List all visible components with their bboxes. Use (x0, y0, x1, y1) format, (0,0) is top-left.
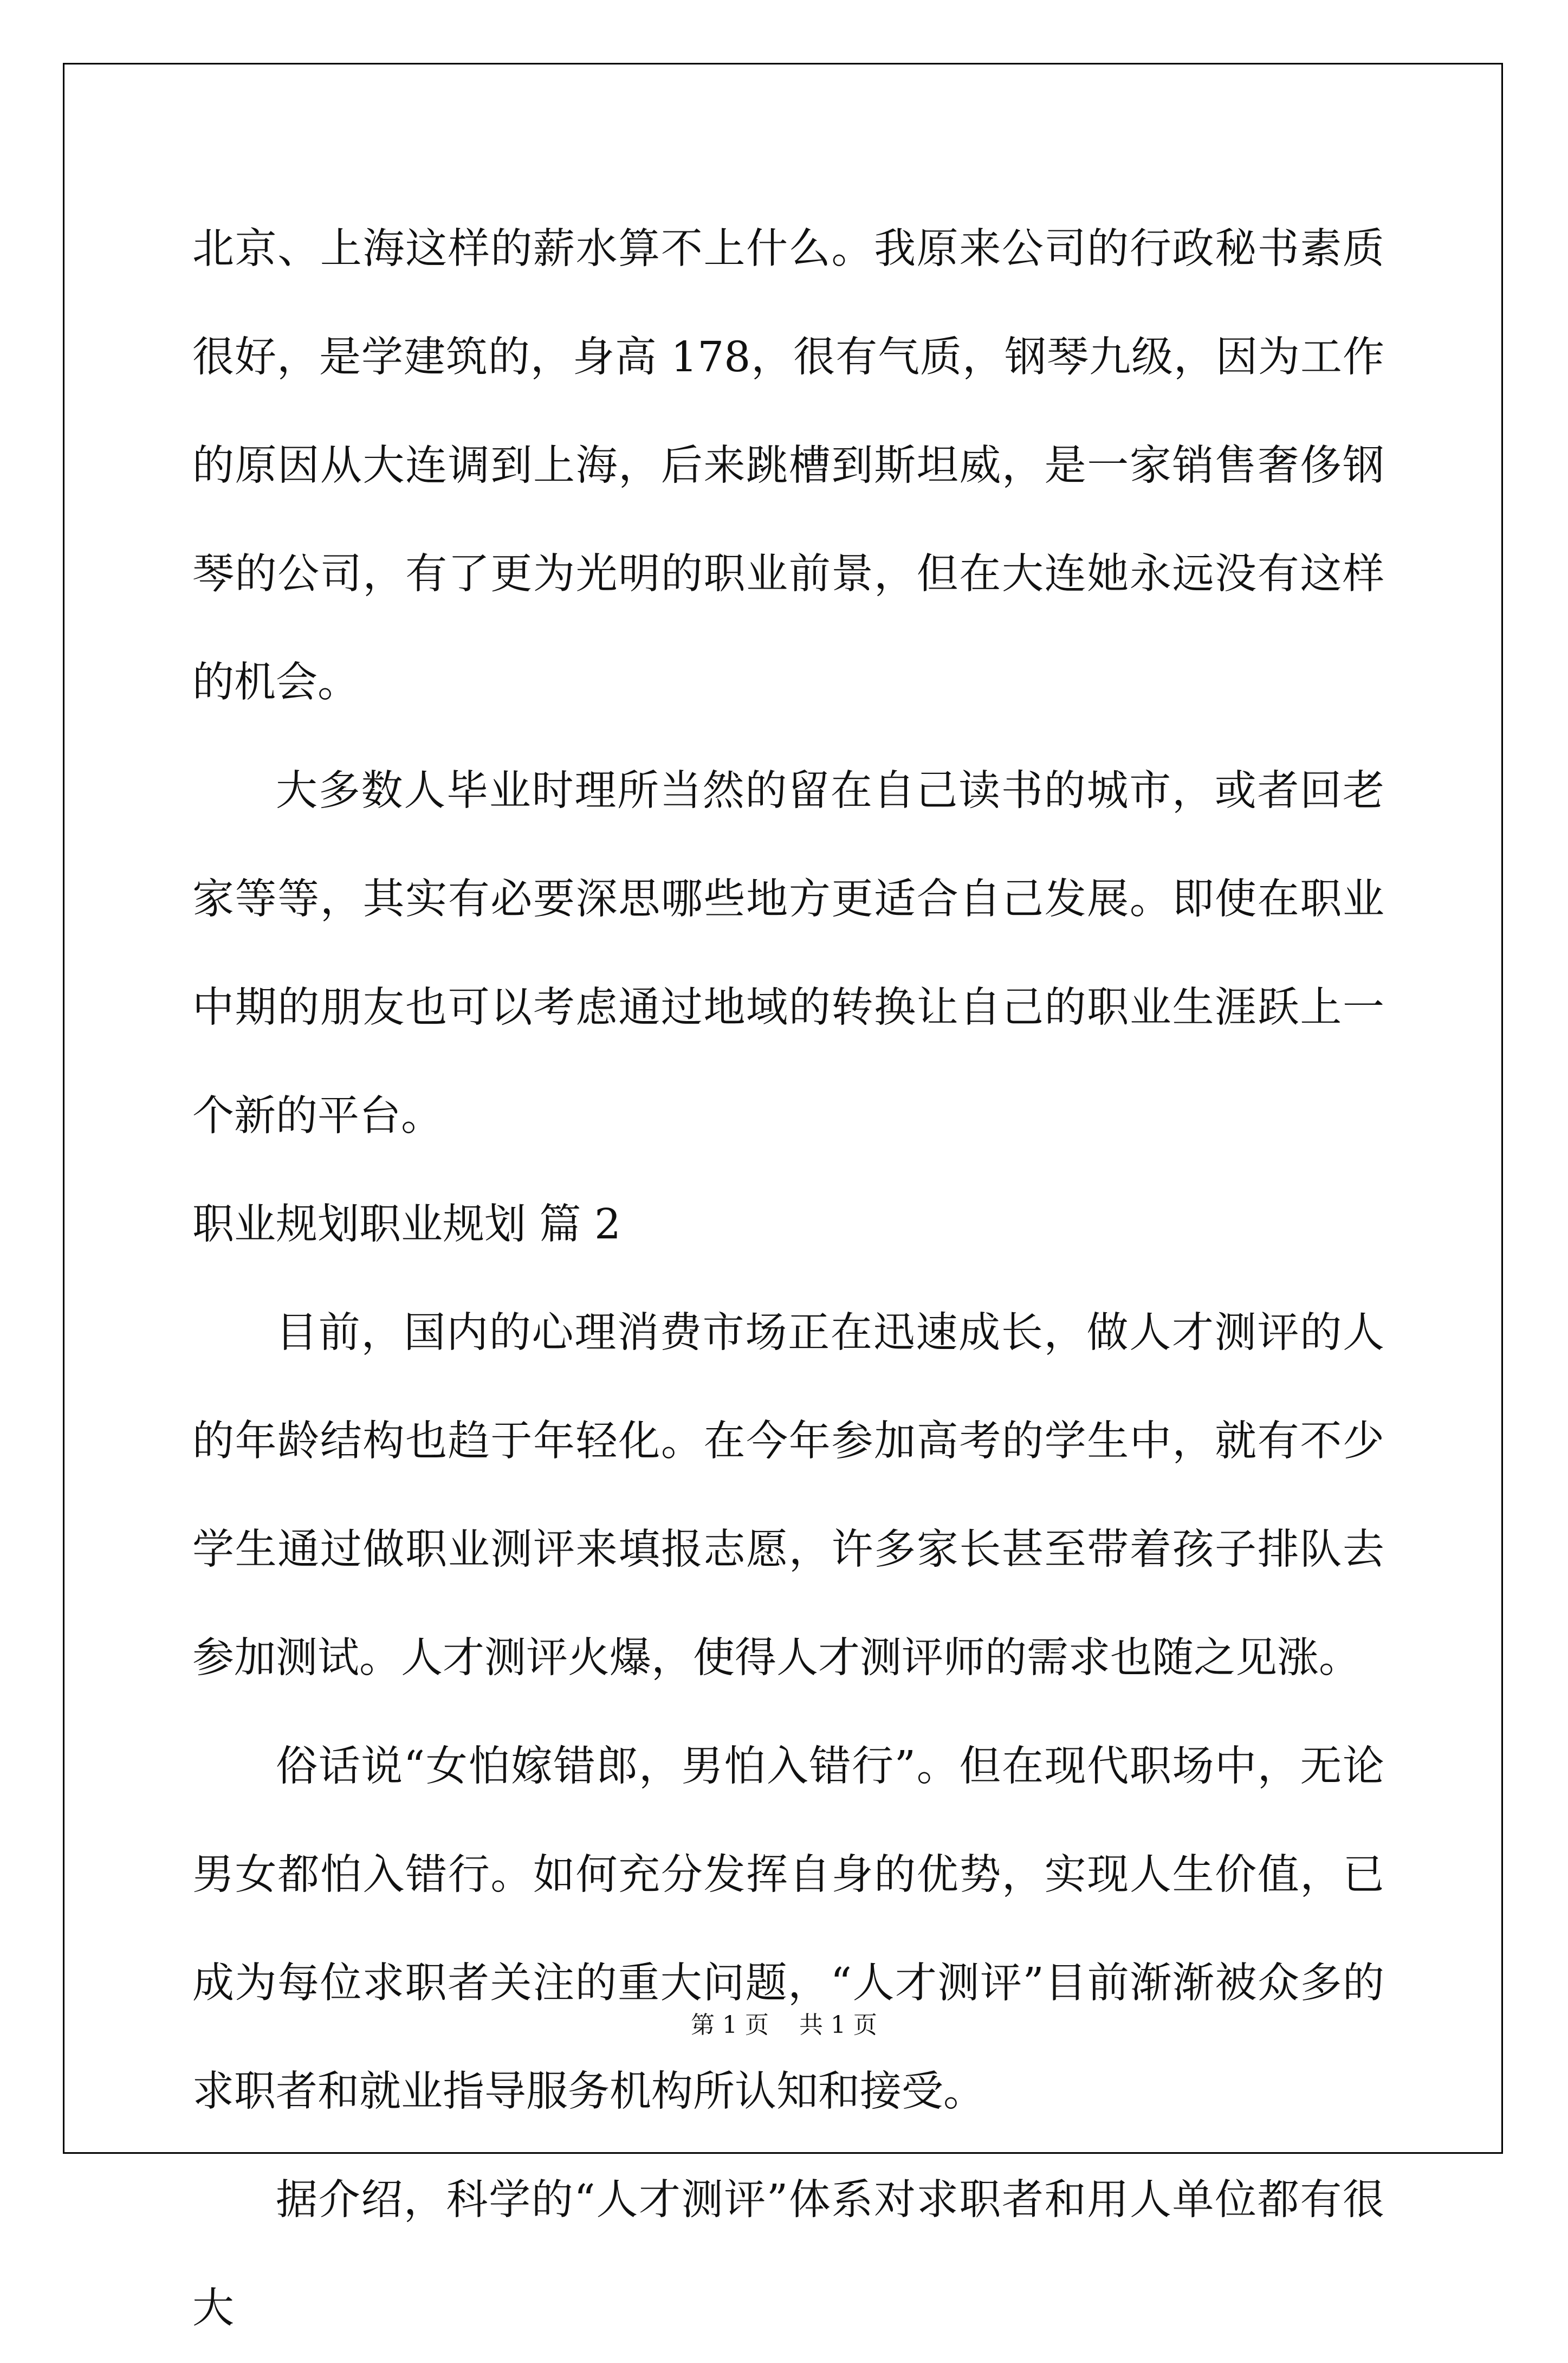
paragraph-1: 北京、上海这样的薪水算不上什么。我原来公司的行政秘书素质很好，是学建筑的，身高 178，很有气质，钢琴九级，因为工作的原因从大连调到上海，后来跳槽到斯坦威，是一家销售奢侈钢琴的公司，有了更为光明的职业前景，但在大连她永远没有这样的机会。 (192, 225, 1384, 707)
paragraph-4: 俗话说“女怕嫁错郎，男怕入错行”。但在现代职场中，无论男女都怕入错行。如何充分发挥自身的优势，实现人生价值，已成为每位求职者关注的重大问题，“人才测评”目前渐渐被众多的求职者和就业指导服务机构所认知和接受。 (192, 1742, 1384, 2116)
section-heading: 职业规划职业规划 篇 2 (192, 1200, 621, 1249)
paragraph-2: 大多数人毕业时理所当然的留在自己读书的城市，或者回老家等等，其实有必要深思哪些地方更适合自己发展。即使在职业中期的朋友也可以考虑通过地域的转换让自己的职业生涯跃上一个新的平台。 (192, 767, 1384, 1140)
paragraph-3: 目前，国内的心理消费市场正在迅速成长，做人才测评的人的年龄结构也趋于年轻化。在今年参加高考的学生中，就有不少学生通过做职业测评来填报志愿，许多家长甚至带着孩子排队去参加测试。人才测评火爆，使得人才测评师的需求也随之见涨。 (192, 1309, 1384, 1682)
paragraph-5: 据介绍，科学的“人才测评”体系对求职者和用人单位都有很大 (192, 2176, 1384, 2333)
page-footer: 第 1 页 共 1 页 (691, 2011, 877, 2039)
